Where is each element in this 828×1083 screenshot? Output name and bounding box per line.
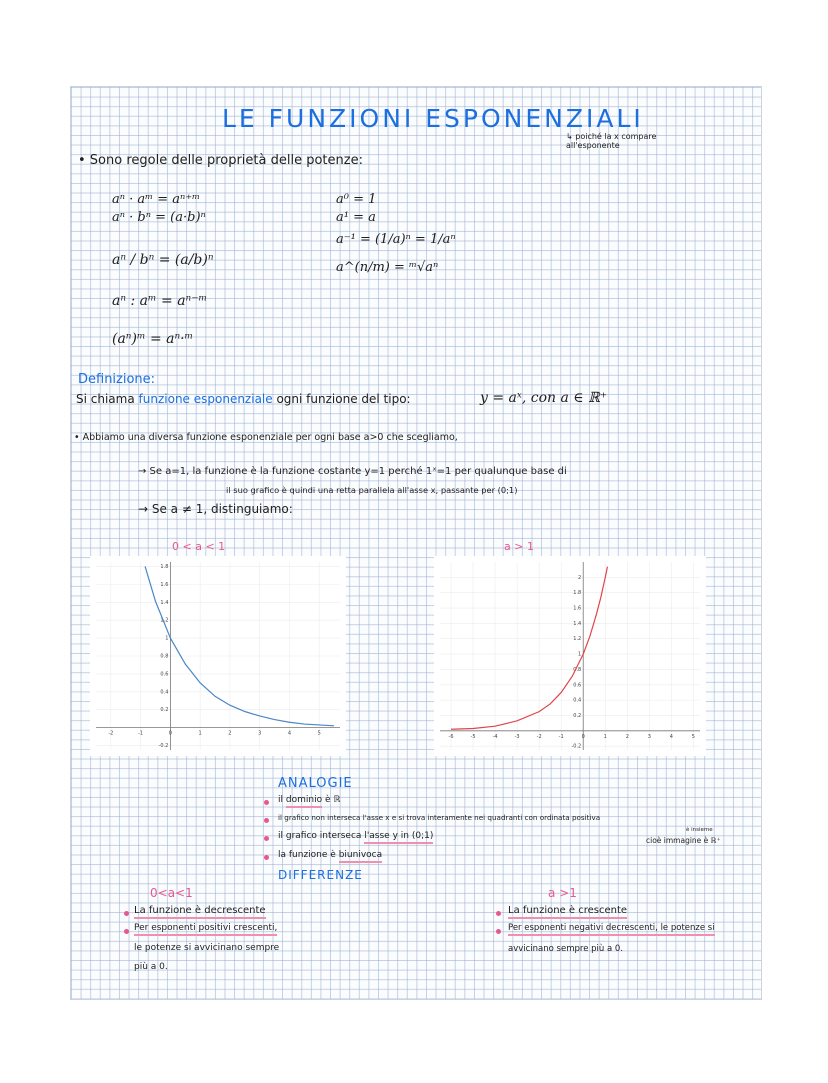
chart-right [434, 556, 706, 756]
rule-left-5: (aⁿ)ᵐ = aⁿ·ᵐ [112, 331, 194, 347]
analogy-2-text: il grafico non interseca l'asse x e si trova interamente nei quadranti con ordinata positiva [278, 813, 601, 822]
chart-right-ytick-label-2: 0.4 [573, 697, 582, 704]
rule-left-3: aⁿ / bⁿ = (a/b)ⁿ [112, 252, 214, 268]
chart-left-ytick-label-0: -0.2 [158, 743, 169, 750]
analogy-3-highlight: l'asse y in (0;1) [364, 831, 433, 844]
rule-right-1: a⁰ = 1 [336, 192, 377, 207]
diff-right-item-2-text: Per esponenti negativi decrescenti, le potenze si [508, 923, 715, 936]
chart-right-ytick-label-7: 1.4 [573, 620, 582, 627]
definition-prefix: Si chiama [76, 392, 135, 406]
chart-right-ytick-label-10: 2 [578, 574, 582, 581]
chart-right-ytick-label-9: 1.8 [573, 590, 582, 597]
diff-right-item-2 [508, 923, 715, 933]
rule-right-2: a¹ = a [336, 210, 376, 225]
diff-left-bullet-2 [124, 929, 129, 934]
diff-right-bullet-2 [496, 929, 501, 934]
rule-left-4: aⁿ : aᵐ = aⁿ⁻ᵐ [112, 293, 208, 309]
chart-right-ytick-label-0: -0.2 [571, 743, 582, 750]
analogy-3-pre: il grafico interseca [278, 831, 362, 841]
analogies-heading: ANALOGIE [278, 776, 353, 791]
chart-right-xtick-label-3: -3 [514, 733, 520, 740]
case1-line2: il suo grafico è quindi una retta parallela all'asse x, passante per (0;1) [226, 485, 518, 495]
chart-right-xtick-label-0: -6 [448, 733, 454, 740]
analogy-4 [278, 850, 382, 860]
rule-left-1: aⁿ · aᵐ = aⁿ⁺ᵐ [112, 192, 201, 207]
chart-left-xtick-label-0: -2 [108, 730, 114, 737]
analogy-bullet-2 [264, 818, 269, 823]
analogy-bullet-4 [264, 855, 269, 860]
definition-heading: Definizione: [78, 372, 156, 387]
rule-left-2: aⁿ · bⁿ = (a·b)ⁿ [112, 210, 206, 225]
chart-right-svg [434, 556, 706, 756]
chart-left-ytick-label-7: 1.4 [160, 599, 169, 606]
chart-right-xtick-label-9: 3 [647, 733, 651, 740]
analogy-bullet-3 [264, 836, 269, 841]
analogy-4-highlight: biunivoca [339, 850, 382, 863]
diff-left-item-4: più a 0. [134, 962, 168, 972]
definition-line [76, 392, 411, 406]
chart-left-ytick-label-5: 1 [165, 635, 169, 642]
diff-left-bullet-1 [124, 911, 129, 916]
chart-left-series-line-0 [145, 563, 334, 725]
analogy-bullet-1 [264, 800, 269, 805]
chart-left-xtick-label-5: 3 [258, 730, 262, 737]
intro-text: • Sono regole delle proprietà delle potenze: [78, 153, 363, 168]
chart-right-ytick-label-3: 0.6 [573, 682, 582, 689]
chart-left-xtick-label-1: -1 [138, 730, 144, 737]
diff-right-bullet-1 [496, 911, 501, 916]
chart-right-ytick-label-5: 1 [578, 651, 582, 658]
chart-right-ytick-label-4: 0.8 [573, 666, 582, 673]
analogy-1-pre: il [278, 795, 284, 805]
analogy-note: cioè immagine è ℝ⁺ [646, 836, 721, 845]
chart-left-ytick-label-8: 1.6 [160, 581, 169, 588]
chart-left [90, 556, 346, 756]
rule-right-3: a⁻¹ = (1/a)ⁿ = 1/aⁿ [336, 232, 456, 247]
differences-heading: DIFFERENZE [278, 868, 363, 882]
analogy-2 [278, 813, 600, 822]
chart-right-xtick-label-11: 5 [691, 733, 695, 740]
page-title: LE FUNZIONI ESPONENZIALI [222, 104, 644, 133]
chart-left-ytick-label-6: 1.2 [160, 617, 169, 624]
analogy-note-small: è insieme [686, 827, 713, 833]
chart-left-xtick-label-7: 5 [317, 730, 321, 737]
analogy-1 [278, 795, 341, 805]
chart-left-ytick-label-9: 1.8 [160, 563, 169, 570]
chart-left-xtick-label-3: 1 [198, 730, 202, 737]
diff-left-item-1 [134, 905, 266, 916]
chart-left-ytick-label-3: 0.6 [160, 671, 169, 678]
definition-formula: y = aˣ, con a ∈ ℝ⁺ [480, 390, 608, 406]
intro2-text: • Abbiamo una diversa funzione esponenziale per ogni base a>0 che scegliamo, [74, 432, 458, 443]
chart-right-xtick-label-10: 4 [669, 733, 673, 740]
chart-right-xtick-label-4: -2 [536, 733, 542, 740]
chart-left-xtick-label-6: 4 [287, 730, 292, 737]
graph-left-label: 0 < a < 1 [172, 540, 226, 553]
chart-left-ytick-label-2: 0.4 [160, 689, 169, 696]
chart-right-series-line-0 [451, 567, 607, 730]
chart-right-xtick-label-8: 2 [625, 733, 629, 740]
diff-right-item-1 [508, 905, 627, 916]
graph-right-label: a > 1 [504, 540, 534, 553]
chart-left-ytick-label-1: 0.2 [160, 707, 169, 714]
analogy-3 [278, 831, 433, 841]
rule-right-4: a^(n/m) = ᵐ√aⁿ [336, 260, 439, 275]
chart-right-ytick-label-1: 0.2 [573, 712, 582, 719]
chart-right-ytick-label-8: 1.6 [573, 605, 582, 612]
chart-left-xtick-label-2: 0 [168, 730, 172, 737]
case2-line: → Se a ≠ 1, distinguiamo: [138, 502, 293, 516]
diff-left-item-2 [134, 923, 277, 933]
chart-right-ytick-label-6: 1.2 [573, 636, 582, 643]
chart-left-xtick-label-4: 2 [228, 730, 232, 737]
diff-right-item-1-text: La funzione è crescente [508, 905, 627, 919]
analogy-1-post: è ℝ [324, 795, 341, 805]
diff-right-heading: a >1 [548, 886, 577, 900]
definition-suffix: ogni funzione del tipo: [276, 392, 411, 406]
chart-right-xtick-label-7: 1 [603, 733, 607, 740]
chart-left-ytick-label-4: 0.8 [160, 653, 169, 660]
chart-right-xtick-label-2: -4 [492, 733, 498, 740]
chart-right-xtick-label-1: -5 [470, 733, 476, 740]
analogy-1-highlight: dominio [286, 795, 322, 808]
diff-left-item-3: le potenze si avvicinano sempre [134, 943, 280, 953]
diff-left-item-2-text: Per esponenti positivi crescenti, [134, 923, 277, 936]
case1-line1: → Se a=1, la funzione è la funzione costante y=1 perché 1ˣ=1 per qualunque base di [138, 466, 567, 477]
diff-left-item-1-text: La funzione è decrescente [134, 905, 266, 919]
diff-left-heading: 0<a<1 [150, 886, 193, 900]
definition-term: funzione esponenziale [138, 392, 273, 406]
title-note: ↳ poiché la x compare all'esponente [566, 132, 657, 150]
chart-left-svg [90, 556, 346, 756]
chart-right-xtick-label-5: -1 [558, 733, 564, 740]
analogy-4-pre: la funzione è [278, 850, 336, 860]
chart-right-xtick-label-6: 0 [581, 733, 585, 740]
diff-right-item-3: avvicinano sempre più a 0. [508, 944, 623, 954]
